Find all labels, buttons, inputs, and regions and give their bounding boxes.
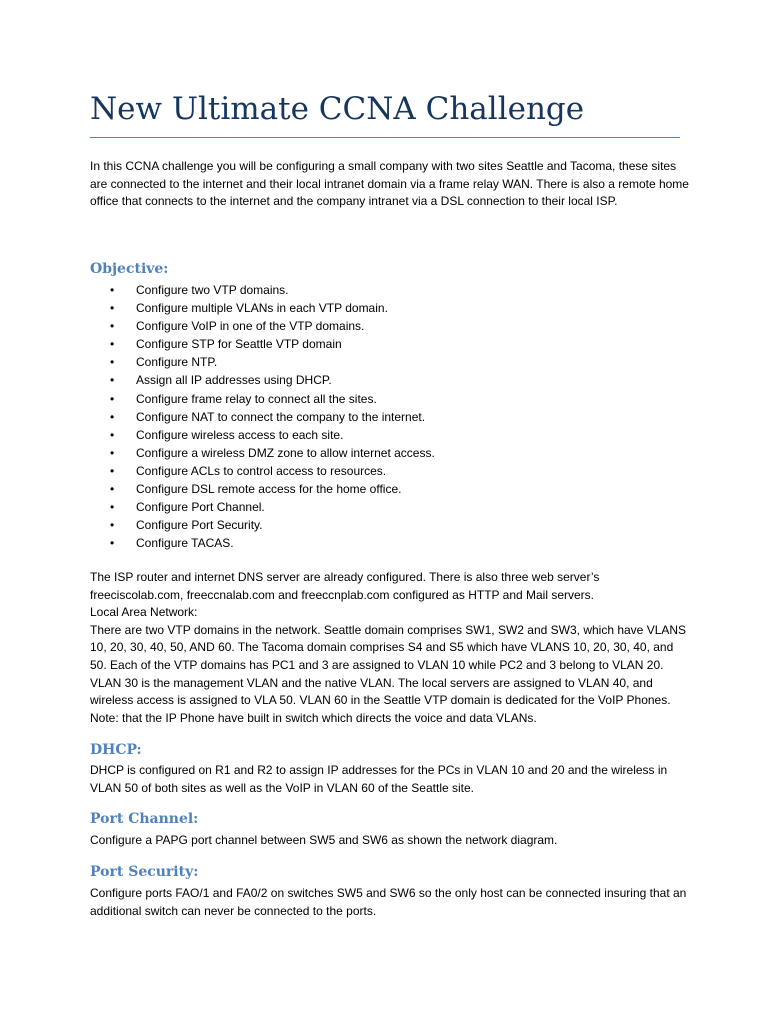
objective-item-text: Configure Port Security. bbox=[136, 518, 263, 533]
title-underline bbox=[90, 137, 680, 138]
objective-item bbox=[110, 534, 670, 552]
objective-item-text: Configure multiple VLANs in each VTP domain. bbox=[136, 301, 388, 316]
bullet-icon: • bbox=[110, 319, 115, 334]
port-security-heading: Port Security: bbox=[90, 864, 199, 880]
intro-paragraph: In this CCNA challenge you will be configuring a small company with two sites Seattle and Tacoma, these sites are connected to the internet and their local intranet domain via a frame relay WAN. There is also a remote home office that connects to the internet and the company intranet via a DSL connection to their local ISP. bbox=[90, 159, 689, 209]
objective-item-text: Configure VoIP in one of the VTP domains. bbox=[136, 319, 365, 334]
bullet-icon: • bbox=[110, 482, 115, 497]
objective-item-text: Configure wireless access to each site. bbox=[136, 427, 344, 442]
bullet-icon: • bbox=[110, 391, 115, 406]
objective-item bbox=[110, 317, 670, 335]
objective-item bbox=[110, 480, 670, 498]
objective-item-text: Configure STP for Seattle VTP domain bbox=[136, 337, 342, 352]
objective-item bbox=[110, 408, 670, 426]
objective-item bbox=[110, 335, 670, 353]
bullet-icon: • bbox=[110, 373, 115, 388]
lan-label: Local Area Network: bbox=[90, 605, 198, 620]
bullet-icon: • bbox=[110, 445, 115, 460]
bullet-icon: • bbox=[110, 337, 115, 352]
objective-item bbox=[110, 371, 670, 389]
objective-item-text: Configure a wireless DMZ zone to allow internet access. bbox=[136, 445, 435, 460]
page-title: New Ultimate CCNA Challenge bbox=[90, 91, 585, 127]
objective-item bbox=[110, 444, 670, 462]
network-description bbox=[90, 569, 690, 727]
objective-item-text: Configure two VTP domains. bbox=[136, 283, 289, 297]
objective-item-text: Configure NTP. bbox=[136, 355, 218, 370]
port-channel-paragraph: Configure a PAPG port channel between SW5 and SW6 as shown the network diagram. bbox=[90, 833, 558, 847]
objective-item bbox=[110, 462, 670, 480]
bullet-icon: • bbox=[110, 427, 115, 442]
objective-item bbox=[110, 516, 670, 534]
port-security-paragraph: Configure ports FAO/1 and FA0/2 on switches SW5 and SW6 so the only host can be connected insuring that an additional switch can never be connected to the ports. bbox=[90, 886, 687, 918]
objective-item bbox=[110, 353, 670, 371]
objective-item bbox=[110, 299, 670, 317]
objective-item-text: Configure frame relay to connect all the sites. bbox=[136, 391, 377, 406]
objective-item bbox=[110, 281, 670, 299]
objective-item-text: Configure DSL remote access for the home office. bbox=[136, 482, 402, 497]
objective-item bbox=[110, 498, 670, 516]
bullet-icon: • bbox=[110, 518, 115, 533]
objective-item-text: Configure ACLs to control access to resources. bbox=[136, 463, 387, 478]
objective-item-text: Configure Port Channel. bbox=[136, 500, 265, 515]
dhcp-heading: DHCP: bbox=[90, 742, 142, 758]
objective-item-text: Configure TACAS. bbox=[136, 536, 234, 551]
objective-item-text: Configure NAT to connect the company to the internet. bbox=[136, 409, 426, 424]
bullet-icon: • bbox=[110, 355, 115, 370]
port-channel-heading: Port Channel: bbox=[90, 811, 199, 827]
objective-heading: Objective: bbox=[90, 261, 169, 277]
bullet-icon: • bbox=[110, 301, 115, 316]
objective-list bbox=[110, 281, 670, 552]
objective-item bbox=[110, 426, 670, 444]
bullet-icon: • bbox=[110, 283, 115, 297]
objective-item bbox=[110, 390, 670, 408]
dhcp-paragraph: DHCP is configured on R1 and R2 to assign IP addresses for the PCs in VLAN 10 and 20 and the wireless in VLAN 50 of both sites as well as the VoIP in VLAN 60 of the Seattle site. bbox=[90, 763, 668, 795]
objective-item-text: Assign all IP addresses using DHCP. bbox=[136, 373, 332, 388]
bullet-icon: • bbox=[110, 463, 115, 478]
isp-paragraph: The ISP router and internet DNS server are already configured. There is also three web server’s freeciscolab.com, freeccnalab.com and freeccnplab.com configured as HTTP and Mail servers. bbox=[90, 570, 600, 602]
lan-paragraph: There are two VTP domains in the network. Seattle domain comprises SW1, SW2 and SW3, which have VLANS 10, 20, 30, 40, 50, AND 60. The Tacoma domain comprises S4 and S5 which have VLANS 10, 20, 30, 40, and 50. Each of the VTP domains has PC1 and 3 are assigned to VLAN 10 while PC2 and 3 belong to VLAN 20. VLAN 30 is the management VLAN and the native VLAN. The local servers are assigned to VLAN 40, and wireless access is assigned to VLA 50. VLAN 60 in the Seattle VTP domain is dedicated for the VoIP Phones. Note: that the IP Phone have built in switch which directs the voice and data VLANs. bbox=[90, 622, 687, 725]
bullet-icon: • bbox=[110, 409, 115, 424]
bullet-icon: • bbox=[110, 536, 115, 551]
bullet-icon: • bbox=[110, 500, 115, 515]
